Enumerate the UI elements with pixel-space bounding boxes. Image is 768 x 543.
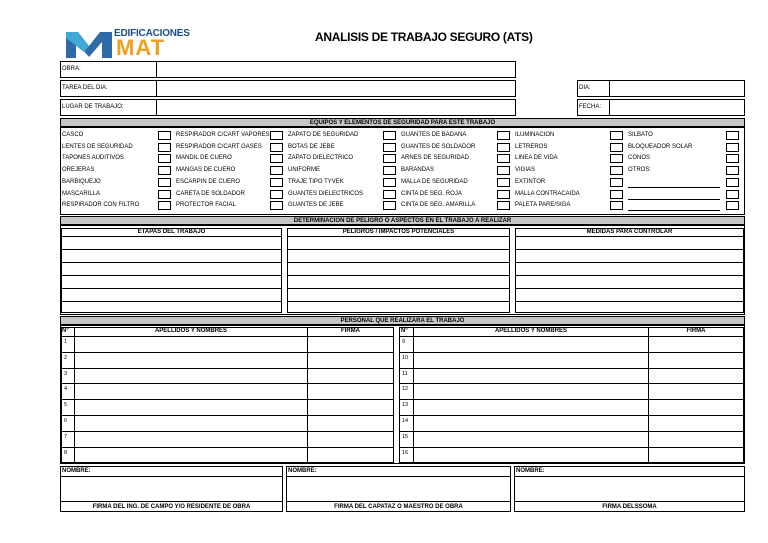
equipo-label: RESPIRADOR CON FILTRO xyxy=(62,202,140,209)
equipo-label: BLOQUEADOR SOLAR xyxy=(628,143,693,150)
lugar-label: LUGAR DE TRABAJO: xyxy=(62,104,124,110)
equipo-label: TAPONES AUDITIVOS xyxy=(62,155,124,162)
equipo-checkbox[interactable] xyxy=(610,190,623,199)
equipo-checkbox[interactable] xyxy=(497,154,510,163)
peligro-row-line xyxy=(61,288,282,289)
nombre-label-1: NOMBRE: xyxy=(62,468,91,474)
nombre-label-2: NOMBRE: xyxy=(288,468,317,474)
table-row xyxy=(61,399,394,400)
row-number: 11 xyxy=(402,370,408,377)
peligros-heading: PELIGROS / IMPACTOS POTENCIALES xyxy=(342,229,455,235)
equipo-checkbox[interactable] xyxy=(726,143,739,152)
fecha-label: FECHA: xyxy=(579,104,602,110)
equipo-checkbox[interactable] xyxy=(158,166,171,175)
peligro-row-line xyxy=(515,236,744,237)
equipo-checkbox[interactable] xyxy=(726,166,739,175)
equipo-checkbox[interactable] xyxy=(158,178,171,187)
dia-label: DIA: xyxy=(579,85,591,91)
equipo-label: MALLA DE SEGURIDAD xyxy=(401,178,468,185)
equipo-checkbox[interactable] xyxy=(158,131,171,140)
equipo-checkbox[interactable] xyxy=(610,143,623,152)
table-row xyxy=(61,368,394,369)
equipo-checkbox[interactable] xyxy=(497,190,510,199)
obra-label: OBRA: xyxy=(62,66,81,72)
equipo-label: GUANTES DE BADANA xyxy=(401,132,467,138)
equipo-checkbox[interactable] xyxy=(726,201,739,210)
firma-ssoma-caption: FIRMA DELSSOMA xyxy=(602,504,657,510)
equipo-label: MALLA CONTRACAIDA xyxy=(515,190,580,197)
firma-ing-caption: FIRMA DEL ING. DE CAMPO Y/O RESIDENTE DE OBRA xyxy=(92,504,251,510)
equipo-checkbox[interactable] xyxy=(383,154,396,163)
equipo-label: ESCARPIN DE CUERO xyxy=(176,178,241,185)
equipo-checkbox[interactable] xyxy=(726,178,739,187)
table-row xyxy=(399,383,744,384)
equipo-label: ZAPATO DIELECTRICO xyxy=(288,155,354,162)
peligro-row-line xyxy=(61,262,282,263)
peligro-row-line xyxy=(61,236,282,237)
equipo-checkbox[interactable] xyxy=(158,143,171,152)
row-number: 14 xyxy=(402,418,409,424)
equipo-label: ZAPATO DE SEGURIDAD xyxy=(288,132,359,138)
peligro-row-line xyxy=(61,275,282,276)
equipo-label: GUANTES DIELECTRICOS xyxy=(288,190,364,197)
table-row xyxy=(399,352,744,353)
otros-line xyxy=(628,210,720,211)
equipo-label: CARETA DE SOLDADOR xyxy=(176,190,245,197)
table-row xyxy=(61,352,394,353)
equipo-label: BARBIQUEJO xyxy=(62,178,101,185)
table-row xyxy=(399,399,744,400)
table-row xyxy=(61,447,394,448)
peligro-row-line xyxy=(287,249,510,250)
firma-heading-left: FIRMA xyxy=(341,328,360,334)
equipo-label: BOTAS DE JEBE xyxy=(288,143,335,150)
names-heading-left: APELLIDOS Y NOMBRES xyxy=(154,328,228,334)
fecha-field[interactable] xyxy=(577,99,745,116)
equipo-checkbox[interactable] xyxy=(158,190,171,199)
equipo-checkbox[interactable] xyxy=(383,131,396,140)
equipo-checkbox[interactable] xyxy=(610,154,623,163)
equipo-label: CONOS xyxy=(628,155,651,162)
equipo-label: RESPIRADOR C/CART GASES xyxy=(176,143,262,150)
equipo-checkbox[interactable] xyxy=(270,143,283,152)
equipo-label: CINTA DE SEG. ROJA xyxy=(401,190,462,197)
equipo-checkbox[interactable] xyxy=(497,143,510,152)
dia-field[interactable] xyxy=(577,80,745,97)
equipo-label: OREJERAS xyxy=(62,167,95,174)
equipo-checkbox[interactable] xyxy=(383,143,396,152)
equipo-checkbox[interactable] xyxy=(158,201,171,210)
peligro-row-line xyxy=(287,288,510,289)
equipo-label: BARANDAS xyxy=(401,167,435,174)
equipo-checkbox[interactable] xyxy=(270,190,283,199)
obra-field[interactable] xyxy=(60,61,516,78)
peligro-row-line xyxy=(515,275,744,276)
equipo-label: GUANTES DE JEBE xyxy=(288,202,344,209)
equipo-checkbox[interactable] xyxy=(610,131,623,140)
equipo-label: MANGAS DE CUERO xyxy=(176,167,236,174)
row-number: 12 xyxy=(402,386,409,393)
equipo-label: LENTES DE SEGURIDAD xyxy=(62,143,133,150)
peligro-header: DETERMINACION DE PELIGRO O ASPECTOS EN EL TRABAJO A REALIZAR xyxy=(60,216,745,225)
equipo-checkbox[interactable] xyxy=(270,201,283,210)
equipo-checkbox[interactable] xyxy=(270,166,283,175)
equipo-checkbox[interactable] xyxy=(726,154,739,163)
personal-right-table xyxy=(399,327,744,463)
equipo-checkbox[interactable] xyxy=(497,131,510,140)
equipo-checkbox[interactable] xyxy=(497,166,510,175)
peligro-row-line xyxy=(515,249,744,250)
equipo-checkbox[interactable] xyxy=(270,154,283,163)
equipo-label: MANDIL DE CUERO xyxy=(176,155,232,162)
peligro-row-line xyxy=(61,301,282,302)
firma-capataz-caption: FIRMA DEL CAPATAZ O MAESTRO DE OBRA xyxy=(334,504,463,510)
equipo-label: LETREROS xyxy=(515,143,548,150)
row-number: 9 xyxy=(402,339,406,345)
n-heading-left: N° xyxy=(62,328,69,334)
equipo-label: OTROS: xyxy=(628,167,652,174)
medidas-heading: MEDIDAS PARA CONTROLAR xyxy=(586,229,673,235)
equipo-checkbox[interactable] xyxy=(270,178,283,187)
peligro-row-line xyxy=(287,236,510,237)
peligro-row-line xyxy=(287,262,510,263)
equipo-label: VIGIAS xyxy=(515,167,536,174)
table-row xyxy=(61,383,394,384)
row-number: 15 xyxy=(402,433,409,440)
equipo-checkbox[interactable] xyxy=(726,190,739,199)
row-number: 16 xyxy=(402,449,409,456)
equipo-label: EXTINTOR xyxy=(515,178,546,185)
peligro-row-line xyxy=(61,249,282,250)
peligro-row-line xyxy=(287,301,510,302)
tarea-field[interactable] xyxy=(60,80,516,97)
personal-left-table xyxy=(61,327,394,463)
equipo-label: GUANTES DE SOLDADOR xyxy=(401,143,476,150)
row-number: 13 xyxy=(402,402,409,409)
company-logo xyxy=(64,28,190,60)
row-number: 6 xyxy=(64,418,68,424)
equipo-checkbox[interactable] xyxy=(497,201,510,210)
table-row xyxy=(61,431,394,432)
otros-line xyxy=(628,199,720,200)
equipo-checkbox[interactable] xyxy=(610,166,623,175)
logo-text-main: MAT xyxy=(116,35,166,60)
equipo-label: PALETA PARE/SIGA xyxy=(515,202,571,209)
equipo-checkbox[interactable] xyxy=(383,178,396,187)
equipo-label: CINTA DE SEG. AMARILLA xyxy=(401,202,476,209)
peligro-row-line xyxy=(287,275,510,276)
equipos-header: EQUIPOS Y ELEMENTOS DE SEGURIDAD PARA ESTE TRABAJO xyxy=(60,118,745,127)
equipo-checkbox[interactable] xyxy=(610,201,623,210)
table-row xyxy=(61,415,394,416)
equipo-label: UNIFORME xyxy=(288,167,320,174)
firma-heading-right: FIRMA xyxy=(686,328,706,334)
nombre-label-3: NOMBRE: xyxy=(516,468,545,474)
etapas-heading: ETAPAS DEL TRABAJO xyxy=(137,229,206,235)
table-row xyxy=(399,447,744,448)
tarea-label: TAREA DEL DIA: xyxy=(62,85,108,91)
equipo-checkbox[interactable] xyxy=(383,190,396,199)
row-number: 5 xyxy=(64,402,68,409)
page-title: ANALISIS DE TRABAJO SEGURO (ATS) xyxy=(315,30,533,44)
row-number: 2 xyxy=(64,354,68,361)
peligro-row-line xyxy=(515,262,744,263)
table-row xyxy=(399,431,744,432)
equipo-label: MASCARILLA xyxy=(62,190,101,197)
n-heading-right: N° xyxy=(401,328,408,334)
equipo-checkbox[interactable] xyxy=(270,131,283,140)
equipo-checkbox[interactable] xyxy=(726,131,739,140)
personal-header: PERSONAL QUE REALIZARA EL TRABAJO xyxy=(60,316,745,325)
equipo-checkbox[interactable] xyxy=(610,178,623,187)
row-number: 7 xyxy=(64,433,68,440)
table-row xyxy=(399,368,744,369)
otros-line xyxy=(628,187,720,188)
row-number: 1 xyxy=(64,339,68,345)
peligro-row-line xyxy=(515,288,744,289)
equipo-checkbox[interactable] xyxy=(497,178,510,187)
equipo-checkbox[interactable] xyxy=(383,166,396,175)
equipo-label: RESPIRADOR C/CART VAPORES xyxy=(176,132,270,138)
logo-mark-icon xyxy=(64,28,114,60)
row-number: 4 xyxy=(64,386,68,393)
row-number: 3 xyxy=(64,370,68,377)
logo-text-top: EDIFICACIONES xyxy=(114,28,190,39)
names-heading-right: APELLIDOS Y NOMBRES xyxy=(494,328,568,334)
equipo-label: LINEA DE VIDA xyxy=(515,155,558,162)
peligro-row-line xyxy=(515,301,744,302)
equipo-label: ILUMINACION xyxy=(515,132,555,138)
table-row xyxy=(399,415,744,416)
equipo-label: TRAJE TIPO TYVEK xyxy=(288,178,344,185)
row-number: 8 xyxy=(64,449,68,456)
row-number: 10 xyxy=(402,354,409,361)
equipo-checkbox[interactable] xyxy=(158,154,171,163)
equipo-checkbox[interactable] xyxy=(383,201,396,210)
equipo-label: ARNES DE SEGURIDAD xyxy=(401,155,470,162)
lugar-field[interactable] xyxy=(60,99,516,116)
equipo-label: CASCO xyxy=(62,132,84,138)
equipo-label: PROTECTOR FACIAL xyxy=(176,202,236,209)
equipo-label: SILBATO xyxy=(628,132,653,138)
